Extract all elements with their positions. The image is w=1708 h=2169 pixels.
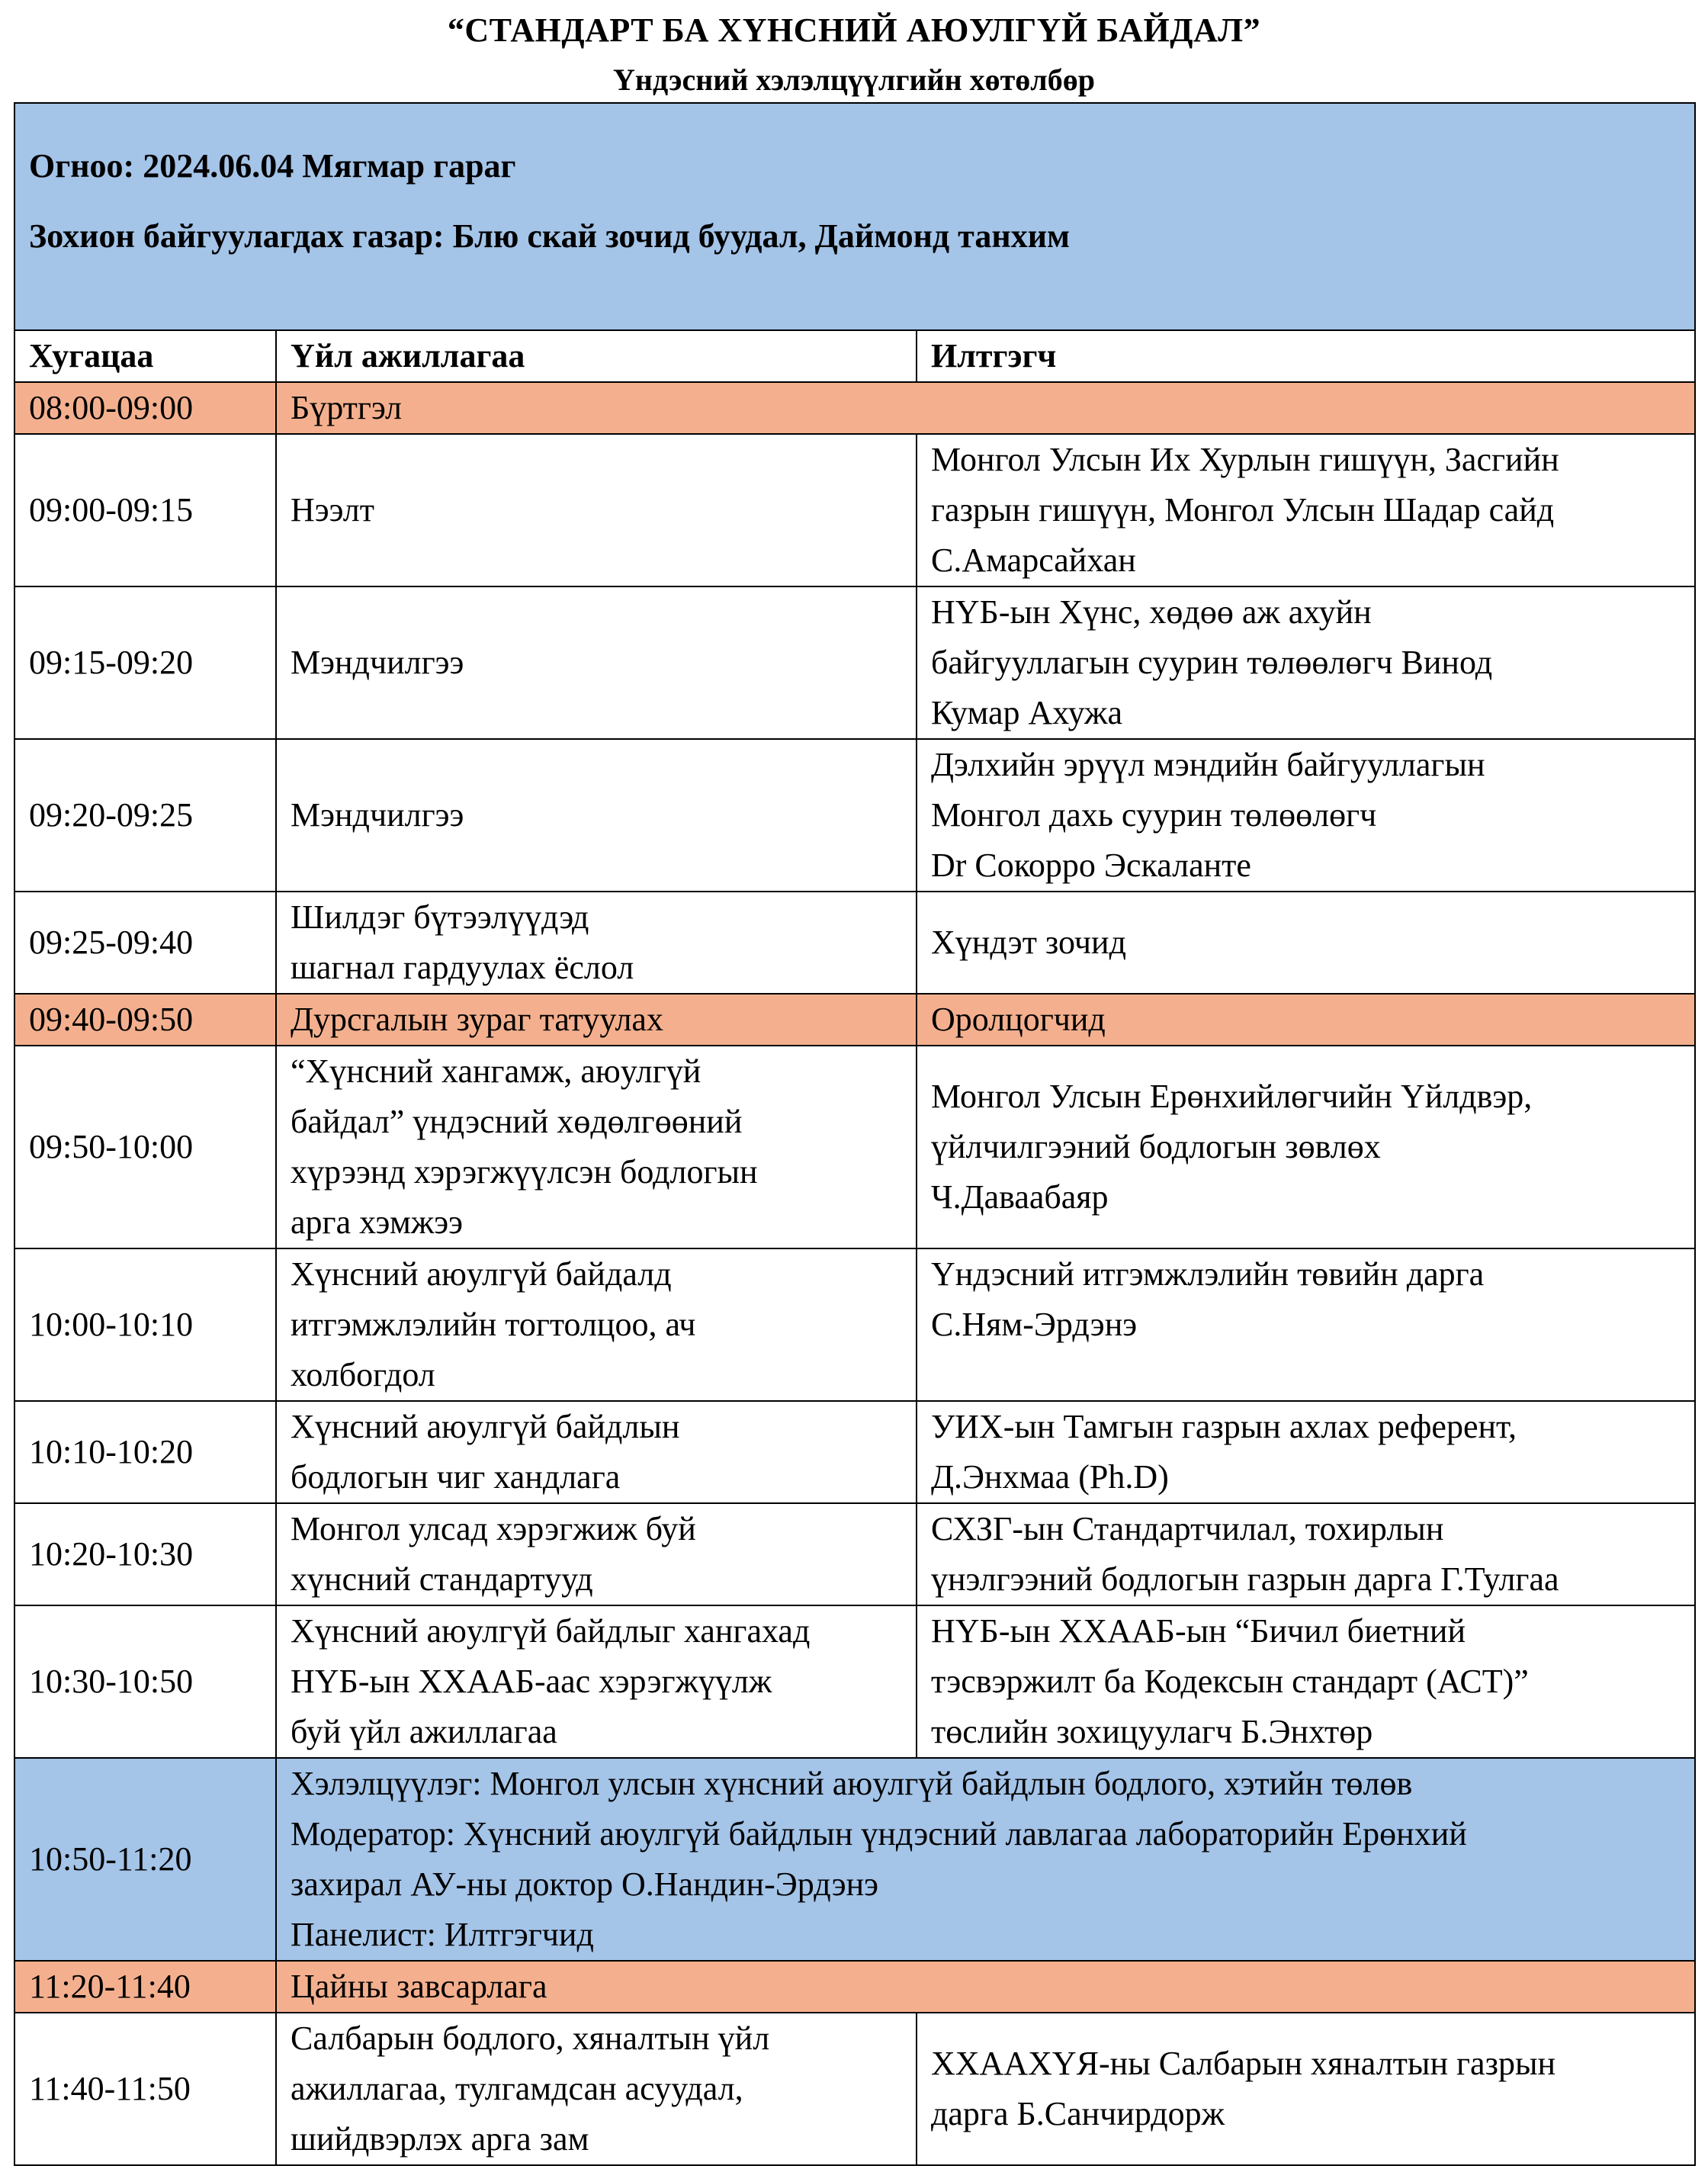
program-table (14, 102, 1696, 2166)
table-row (14, 1605, 1695, 1758)
row-time: 08:00-09:00 (14, 382, 276, 434)
table-row (14, 739, 1695, 892)
table-row (14, 1248, 1695, 1401)
row-speaker: Монгол Улсын Их Хурлын гишүүн, Засгийн газрын гишүүн, Монгол Улсын Шадар сайд С.Амарсайхан (917, 434, 1695, 586)
row-activity: Шилдэг бүтээлүүдэд шагнал гардуулах ёслол (276, 892, 917, 994)
row-speaker: Дэлхийн эрүүл мэндийн байгууллагын Монгол дахь суурин төлөөлөгч Dr Сокорро Эскаланте (917, 739, 1695, 892)
row-time: 09:40-09:50 (14, 994, 276, 1046)
row-time: 09:50-10:00 (14, 1046, 276, 1248)
row-speaker: Үндэсний итгэмжлэлийн төвийн дарга С.Ням-Эрдэнэ (917, 1248, 1695, 1401)
event-venue: Зохион байгуулагдах газар: Блю скай зочид буудал, Даймонд танхим (29, 217, 1071, 255)
event-date: Огноо: 2024.06.04 Мягмар гараг (29, 147, 516, 185)
row-activity: Цайны завсарлага (276, 1961, 1695, 2013)
row-time: 09:20-09:25 (14, 739, 276, 892)
document-subtitle: Үндэсний хэлэлцүүлгийн хөтөлбөр (613, 63, 1095, 97)
table-row (14, 994, 1695, 1046)
row-activity: Хүнсний аюулгүй байдлын бодлогын чиг хандлага (276, 1401, 917, 1503)
row-activity: Салбарын бодлого, хяналтын үйл ажиллагаа, тулгамдсан асуудал, шийдвэрлэх арга зам (276, 2013, 917, 2165)
row-activity: Хүнсний аюулгүй байдалд итгэмжлэлийн тогтолцоо, ач холбогдол (276, 1248, 917, 1401)
row-speaker: НҮБ-ын Хүнс, хөдөө аж ахуйн байгууллагын суурин төлөөлөгч Винод Кумар Ахужа (917, 586, 1695, 739)
row-time: 11:20-11:40 (14, 1961, 276, 2013)
row-time: 11:40-11:50 (14, 2013, 276, 2165)
row-activity: Хэлэлцүүлэг: Монгол улсын хүнсний аюулгүй байдлын бодлого, хэтийн төлөв Модератор: Хүнсний аюулгүй байдлын үндэсний лавлагаа лабораторийн Ерөнхий захирал АУ-ны доктор О.Нандин-Эрдэнэ Панелист: Илтгэгчид (276, 1758, 1695, 1961)
table-row (14, 1758, 1695, 1961)
row-activity: Бүртгэл (276, 382, 1695, 434)
row-time: 09:15-09:20 (14, 586, 276, 739)
row-time: 10:30-10:50 (14, 1605, 276, 1758)
document-title: “СТАНДАРТ БА ХҮНСНИЙ АЮУЛГҮЙ БАЙДАЛ” (447, 11, 1261, 49)
row-speaker: НҮБ-ын ХХААБ-ын “Бичил биетний тэсвэржилт ба Кодексын стандарт (АСТ)” төслийн зохицуулагч Б.Энхтөр (917, 1605, 1695, 1758)
row-speaker: Монгол Улсын Ерөнхийлөгчийн Үйлдвэр, үйлчилгээний бодлогын зөвлөх Ч.Даваабаяр (917, 1046, 1695, 1248)
column-header-time: Хугацаа (14, 330, 276, 382)
row-speaker: УИХ-ын Тамгын газрын ахлах референт, Д.Энхмаа (Ph.D) (917, 1401, 1695, 1503)
row-activity: Мэндчилгээ (276, 739, 917, 892)
table-row (14, 382, 1695, 434)
column-header-speaker: Илтгэгч (917, 330, 1695, 382)
row-time: 10:50-11:20 (14, 1758, 276, 1961)
table-row (14, 1401, 1695, 1503)
row-speaker: ХХААХҮЯ-ны Салбарын хяналтын газрын дарга Б.Санчирдорж (917, 2013, 1695, 2165)
row-activity: Монгол улсад хэрэгжиж буй хүнсний стандартууд (276, 1503, 917, 1605)
row-time: 10:20-10:30 (14, 1503, 276, 1605)
row-activity: Дурсгалын зураг татуулах (276, 994, 917, 1046)
row-time: 09:25-09:40 (14, 892, 276, 994)
row-speaker: СХЗГ-ын Стандартчилал, тохирлын үнэлгээний бодлогын газрын дарга Г.Тулгаа (917, 1503, 1695, 1605)
row-activity: “Хүнсний хангамж, аюулгүй байдал” үндэсний хөдөлгөөний хүрээнд хэрэгжүүлсэн бодлогын арга хэмжээ (276, 1046, 917, 1248)
table-row (14, 1503, 1695, 1605)
row-activity: Нээлт (276, 434, 917, 586)
table-row (14, 892, 1695, 994)
table-row (14, 586, 1695, 739)
row-activity: Мэндчилгээ (276, 586, 917, 739)
row-speaker: Хүндэт зочид (917, 892, 1695, 994)
table-row (14, 1961, 1695, 2013)
table-row (14, 1046, 1695, 1248)
column-header-activity: Үйл ажиллагаа (276, 330, 917, 382)
row-time: 10:00-10:10 (14, 1248, 276, 1401)
table-header-row (14, 330, 1695, 382)
table-row (14, 2013, 1695, 2165)
row-speaker: Оролцогчид (917, 994, 1695, 1046)
table-row (14, 434, 1695, 586)
row-activity: Хүнсний аюулгүй байдлыг хангахад НҮБ-ын ХХААБ-аас хэрэгжүүлж буй үйл ажиллагаа (276, 1605, 917, 1758)
row-time: 10:10-10:20 (14, 1401, 276, 1503)
row-time: 09:00-09:15 (14, 434, 276, 586)
event-info-cell (14, 103, 1695, 330)
